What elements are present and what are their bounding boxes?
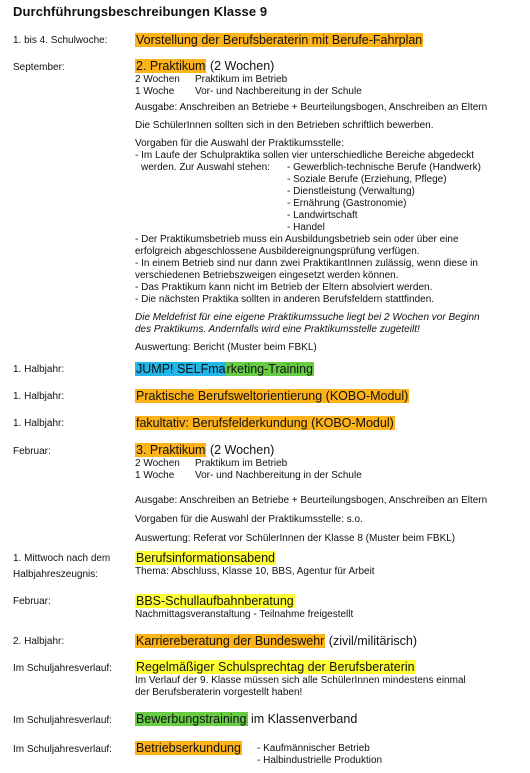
row-11-when: Im Schuljahresverlauf: [13, 715, 112, 726]
row-10-detail-2: der Berufsberaterin vorgestellt haben! [135, 687, 303, 698]
row-2-rule-4: - Die nächsten Praktika sollten in anderen Berufsfeldern stattfinden. [135, 294, 435, 305]
row-2-ausgabe: Ausgabe: Anschreiben an Betriebe + Beurteilungsbogen, Anschreiben an Eltern [135, 102, 488, 113]
row-12-content [135, 740, 520, 767]
row-2-meldefrist-1: Die Meldefrist für eine eigene Praktikumssuche liegt bei 2 Wochen vor Beginn [135, 312, 480, 323]
list-item: - Dienstleistung (Verwaltung) [287, 186, 415, 197]
row-10-when: Im Schuljahresverlauf: [13, 663, 112, 674]
row-6-plan-1: 2 Wochen Praktikum im Betrieb [135, 458, 288, 469]
row-2-meldefrist-2: des Praktikums. Andernfalls wird eine Praktikumsstelle zugeteilt! [135, 324, 420, 335]
row-2-rule-2a: - In einem Betrieb sind nur dann zwei PraktikantInnen zulässig, wenn diese in [135, 258, 478, 269]
row-5-when: 1. Halbjahr: [13, 418, 65, 429]
row-6-auswertung: Auswertung: Referat vor SchülerInnen der Klasse 8 (Muster beim FBKL) [135, 533, 456, 544]
list-item: - Gewerblich-technische Berufe (Handwerk) [287, 162, 481, 173]
row-12-when: Im Schuljahresverlauf: [13, 744, 112, 755]
row-5-heading: fakultativ: Berufsfelderkundung (KOBO-Modul) [136, 416, 394, 430]
row-2-heading-suffix: (2 Wochen) [206, 59, 275, 73]
row-7-when-2: Halbjahreszeugnis: [13, 569, 99, 580]
row-7-content [135, 550, 520, 578]
row-2-bewerben: Die SchülerInnen sollten sich in den Betrieben schriftlich bewerben. [135, 120, 434, 131]
row-9-when: 2. Halbjahr: [13, 636, 65, 647]
row-6-ausgabe: Ausgabe: Anschreiben an Betriebe + Beurteilungsbogen, Anschreiben an Eltern [135, 495, 488, 506]
list-item: - Halbindustrielle Produktion [257, 755, 383, 766]
row-3-when: 1. Halbjahr: [13, 364, 65, 375]
row-8-detail: Nachmittagsveranstaltung - Teilnahme freigestellt [135, 609, 354, 620]
row-2-heading: 2. Praktikum [136, 59, 206, 73]
list-item: - Landwirtschaft [287, 210, 358, 221]
row-2-content [135, 58, 520, 354]
row-2-rule-1b: erfolgreich abgeschlossene Ausbildereignungsprüfung verfügen. [135, 246, 420, 257]
row-10-heading: Regelmäßiger Schulsprechtag der Berufsberaterin [136, 660, 415, 674]
list-item: - Soziale Berufe (Erziehung, Pflege) [287, 174, 447, 185]
row-2-bereiche-list [287, 162, 481, 234]
row-2-rule-1a: - Der Praktikumsbetrieb muss ein Ausbildungsbetrieb sein oder über eine [135, 234, 459, 245]
list-item: - Handel [287, 222, 325, 233]
row-9-content [135, 633, 520, 649]
row-2-vorgaben-line2: werden. Zur Auswahl stehen: [141, 162, 270, 173]
row-2-vorgaben-line1: - Im Laufe der Schulpraktika sollen vier unterschiedliche Bereiche abgedeckt [135, 150, 475, 161]
row-7-detail: Thema: Abschluss, Klasse 10, BBS, Agentur für Arbeit [135, 566, 375, 577]
row-10-content [135, 659, 520, 699]
row-6-plan-2: 1 Woche Vor- und Nachbereitung in der Schule [135, 470, 362, 481]
row-1-when: 1. bis 4. Schulwoche: [13, 35, 108, 46]
row-2-auswertung: Auswertung: Bericht (Muster beim FBKL) [135, 342, 317, 353]
row-2-when: September: [13, 62, 65, 73]
row-8-content [135, 593, 520, 621]
row-7-when-1: 1. Mittwoch nach dem [13, 553, 111, 564]
row-2-plan-2: 1 Woche Vor- und Nachbereitung in der Schule [135, 86, 362, 97]
row-3-content [135, 361, 520, 377]
list-item: - Kaufmännischer Betrieb [257, 743, 370, 754]
row-6-heading: 3. Praktikum [136, 443, 206, 457]
row-6-when: Februar: [13, 446, 51, 457]
row-6-content [135, 442, 520, 545]
row-6-heading-suffix: (2 Wochen) [206, 443, 275, 457]
row-11-heading-suffix: im Klassenverband [247, 712, 358, 726]
row-1-heading: Vorstellung der Berufsberaterin mit Berufe-Fahrplan [136, 33, 423, 47]
row-9-heading: Karriereberatung der Bundeswehr [136, 634, 325, 648]
row-8-heading: BBS-Schullaufbahnberatung [136, 594, 294, 608]
row-4-content [135, 388, 520, 404]
row-5-content [135, 415, 520, 431]
row-6-vorgaben: Vorgaben für die Auswahl der Praktikumsstelle: s.o. [135, 514, 363, 525]
row-7-heading: Berufsinformationsabend [136, 551, 275, 565]
row-10-detail-1: Im Verlauf der 9. Klasse müssen sich alle SchülerInnen mindestens einmal [135, 675, 466, 686]
row-4-when: 1. Halbjahr: [13, 391, 65, 402]
row-9-heading-suffix: (zivil/militärisch) [325, 634, 417, 648]
row-2-vorgaben-title: Vorgaben für die Auswahl der Praktikumsstelle: [135, 138, 344, 149]
row-12-list [257, 740, 382, 767]
row-2-plan-1: 2 Wochen Praktikum im Betrieb [135, 74, 288, 85]
row-8-when: Februar: [13, 596, 51, 607]
row-11-content [135, 711, 520, 727]
row-2-rule-2b: verschiedenen Betriebszweigen eingesetzt werden können. [135, 270, 399, 281]
list-item: - Ernährung (Gastronomie) [287, 198, 407, 209]
row-1-content [135, 32, 520, 48]
row-3-heading-b: rketing-Training [226, 362, 313, 376]
row-11-heading: Bewerbungstraining [136, 712, 247, 726]
row-3-heading-a: JUMP! SELFma [136, 362, 226, 376]
row-4-heading: Praktische Berufsweltorientierung (KOBO-Modul) [136, 389, 409, 403]
row-2-rule-3: - Das Praktikum kann nicht im Betrieb der Eltern absolviert werden. [135, 282, 433, 293]
row-2-bereiche-block [135, 162, 520, 234]
row-12-heading: Betriebserkundung [136, 741, 241, 755]
page-title: Durchführungsbeschreibungen Klasse 9 [13, 4, 268, 19]
